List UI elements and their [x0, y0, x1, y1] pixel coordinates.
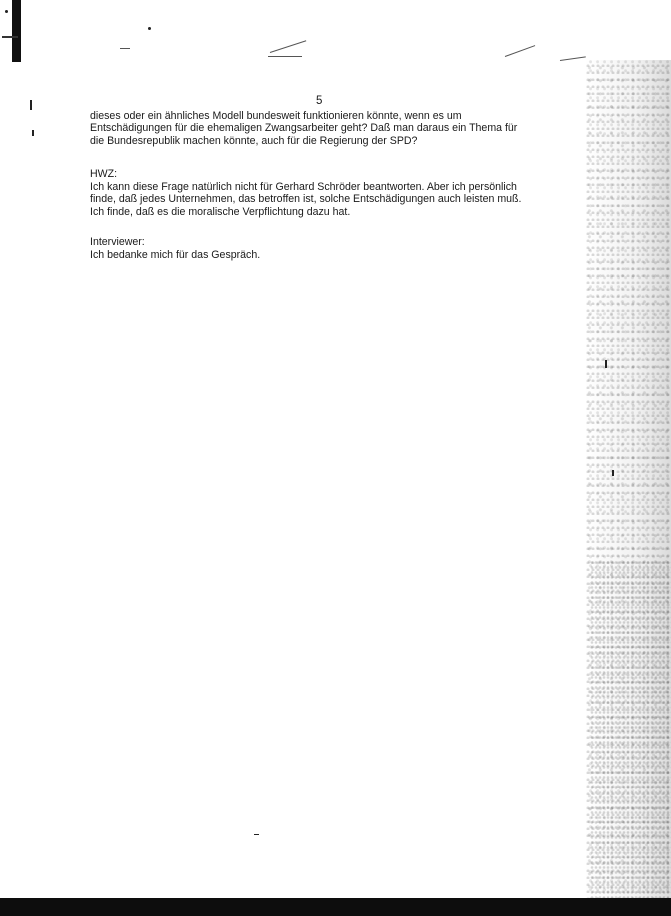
text-line: finde, daß jedes Unternehmen, das betroffen ist, solche Entschädigungen auch leisten muß. — [90, 193, 522, 206]
scan-edge-mark — [12, 0, 21, 62]
scan-artifact-line — [505, 45, 535, 57]
scan-speck — [605, 360, 607, 368]
question-paragraph — [90, 110, 560, 147]
text-line: Entschädigungen für die ehemaligen Zwangsarbeiter geht? Daß man daraus ein Thema für — [90, 122, 518, 135]
text-line: die Bundesrepublik machen könnte, auch für die Regierung der SPD? — [90, 134, 418, 147]
scan-speck — [5, 10, 8, 13]
scan-artifact-line — [560, 56, 586, 61]
text-line: dieses oder ein ähnliches Modell bundesweit funktionieren könnte, wenn es um — [90, 110, 462, 122]
scan-artifact-line — [120, 48, 130, 49]
text-line: Ich bedanke mich für das Gespräch. — [90, 249, 261, 261]
closing-paragraph — [90, 249, 560, 261]
scan-speck — [148, 27, 151, 30]
page-number: 5 — [316, 95, 323, 107]
scan-speck — [32, 130, 34, 136]
scan-speck — [30, 100, 32, 110]
speaker-label-hwz: HWZ: — [90, 168, 118, 180]
scan-noise-right — [590, 560, 671, 900]
text-line: Ich finde, daß es die moralische Verpflichtung dazu hat. — [90, 205, 351, 218]
scan-artifact-line — [270, 40, 306, 53]
scan-artifact-line — [268, 56, 302, 57]
answer-paragraph — [90, 181, 560, 218]
scan-edge-mark-tip — [2, 36, 18, 38]
speaker-label-interviewer: Interviewer: — [90, 236, 145, 248]
scan-shadow-bottom — [0, 898, 671, 916]
scan-speck — [254, 834, 259, 835]
text-line: Ich kann diese Frage natürlich nicht für Gerhard Schröder beantworten. Aber ich persönlich — [90, 181, 517, 193]
scan-speck — [612, 470, 614, 476]
